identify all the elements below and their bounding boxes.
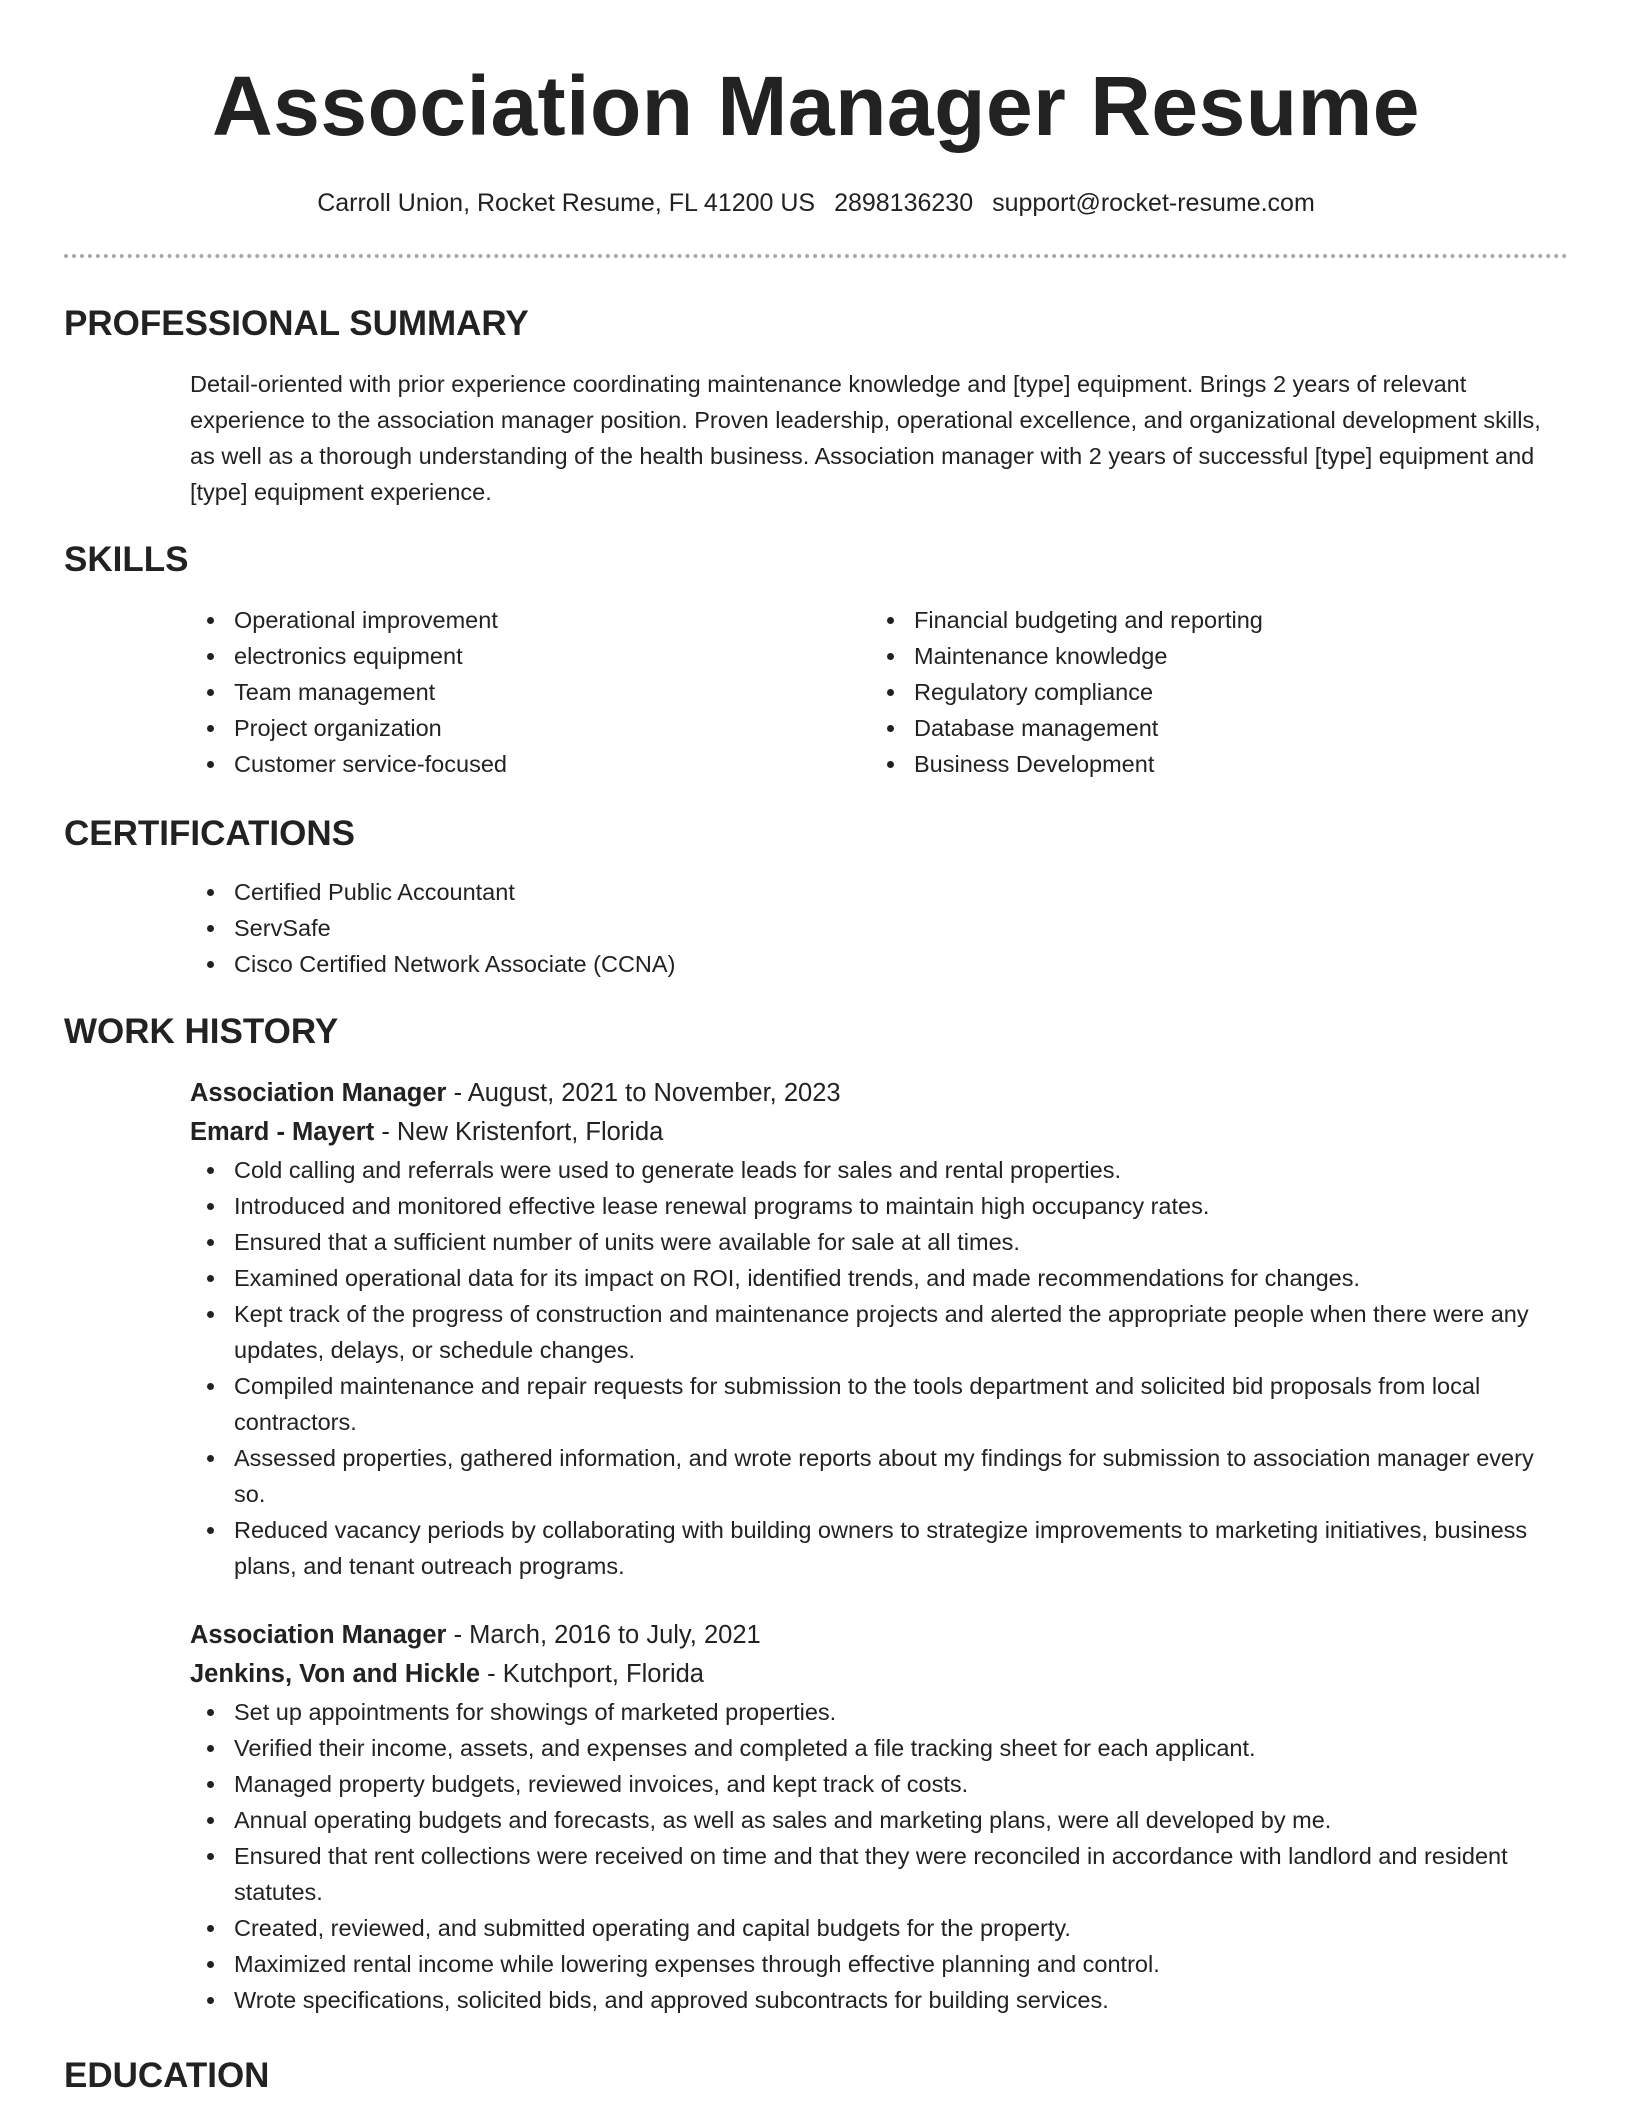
skill-item: Project organization bbox=[190, 710, 870, 746]
skills-list-left bbox=[190, 602, 870, 782]
job-title-line bbox=[190, 1616, 1568, 1655]
job-bullets bbox=[190, 1152, 1568, 1584]
education-heading: EDUCATION bbox=[64, 2056, 270, 2095]
job-title-line bbox=[190, 1074, 1568, 1113]
skill-item: Database management bbox=[870, 710, 1550, 746]
job-location: - New Kristenfort, Florida bbox=[374, 1118, 664, 1146]
job-bullet: Reduced vacancy periods by collaborating with building owners to strategize improvements to marketing initiatives, business plans, and tenant outreach programs. bbox=[190, 1512, 1568, 1584]
contact-email: support@rocket-resume.com bbox=[992, 189, 1315, 217]
certifications-section bbox=[64, 812, 1568, 982]
job-entry bbox=[190, 1074, 1568, 1584]
skill-item: Business Development bbox=[870, 746, 1550, 782]
job-company-line bbox=[190, 1113, 1568, 1152]
job-bullet: Set up appointments for showings of marketed properties. bbox=[190, 1694, 1568, 1730]
skill-item: electronics equipment bbox=[190, 638, 870, 674]
summary-heading: PROFESSIONAL SUMMARY bbox=[64, 304, 529, 343]
skill-item: Operational improvement bbox=[190, 602, 870, 638]
job-bullet: Wrote specifications, solicited bids, and approved subcontracts for building services. bbox=[190, 1982, 1568, 2018]
skills-heading: SKILLS bbox=[64, 540, 189, 579]
job-bullet: Created, reviewed, and submitted operating and capital budgets for the property. bbox=[190, 1910, 1568, 1946]
header-divider bbox=[64, 254, 1568, 258]
job-bullet: Kept track of the progress of construction and maintenance projects and alerted the appropriate people when there were any updates, delays, or schedule changes. bbox=[190, 1296, 1568, 1368]
job-bullet: Compiled maintenance and repair requests for submission to the tools department and solicited bid proposals from local contractors. bbox=[190, 1368, 1568, 1440]
job-bullets bbox=[190, 1694, 1568, 2018]
job-location: - Kutchport, Florida bbox=[480, 1660, 704, 1688]
job-bullet: Ensured that rent collections were received on time and that they were reconciled in accordance with landlord and resident statutes. bbox=[190, 1838, 1568, 1910]
job-dates: - March, 2016 to July, 2021 bbox=[446, 1621, 761, 1649]
job-title: Association Manager bbox=[190, 1079, 447, 1107]
certifications-heading: CERTIFICATIONS bbox=[64, 814, 356, 853]
education-section bbox=[64, 2054, 1568, 2098]
certification-item: Cisco Certified Network Associate (CCNA) bbox=[190, 946, 1568, 982]
work-history-heading: WORK HISTORY bbox=[64, 1012, 339, 1051]
job-bullet: Managed property budgets, reviewed invoices, and kept track of costs. bbox=[190, 1766, 1568, 1802]
certification-item: Certified Public Accountant bbox=[190, 874, 1568, 910]
job-dates: - August, 2021 to November, 2023 bbox=[446, 1079, 841, 1107]
job-company: Emard - Mayert bbox=[190, 1118, 375, 1146]
certifications-list bbox=[190, 874, 1568, 982]
job-bullet: Ensured that a sufficient number of units were available for sale at all times. bbox=[190, 1224, 1568, 1260]
job-company-line bbox=[190, 1655, 1568, 1694]
job-bullet: Verified their income, assets, and expenses and completed a file tracking sheet for each applicant. bbox=[190, 1730, 1568, 1766]
job-company: Jenkins, Von and Hickle bbox=[190, 1660, 481, 1688]
work-history-section bbox=[64, 1010, 1568, 2018]
certification-item: ServSafe bbox=[190, 910, 1568, 946]
job-bullet: Cold calling and referrals were used to generate leads for sales and rental properties. bbox=[190, 1152, 1568, 1188]
skill-item: Regulatory compliance bbox=[870, 674, 1550, 710]
contact-address: Carroll Union, Rocket Resume, FL 41200 US bbox=[317, 189, 816, 217]
contact-line bbox=[64, 186, 1568, 220]
job-bullet: Assessed properties, gathered information, and wrote reports about my findings for submission to association manager every so. bbox=[190, 1440, 1568, 1512]
job-bullet: Introduced and monitored effective lease renewal programs to maintain high occupancy rates. bbox=[190, 1188, 1568, 1224]
summary-text: Detail-oriented with prior experience coordinating maintenance knowledge and [type] equipment. Brings 2 years of relevant experience to the association manager position. Proven leadership, operational excellence, and organizational development skills, as well as a thorough understanding of the health business. Association manager with 2 years of successful [type] equipment and [type] equipment experience. bbox=[190, 371, 1541, 505]
resume-title: Association Manager Resume bbox=[211, 59, 1421, 153]
job-entry bbox=[190, 1616, 1568, 2018]
job-bullet: Maximized rental income while lowering expenses through effective planning and control. bbox=[190, 1946, 1568, 1982]
skill-item: Team management bbox=[190, 674, 870, 710]
skill-item: Maintenance knowledge bbox=[870, 638, 1550, 674]
skill-item: Financial budgeting and reporting bbox=[870, 602, 1550, 638]
skills-section bbox=[64, 538, 1568, 782]
summary-section bbox=[64, 302, 1568, 510]
skills-list-right bbox=[870, 602, 1550, 782]
job-bullet: Examined operational data for its impact on ROI, identified trends, and made recommendations for changes. bbox=[190, 1260, 1568, 1296]
resume-page bbox=[64, 0, 1568, 2098]
contact-phone: 2898136230 bbox=[834, 189, 974, 217]
job-title: Association Manager bbox=[190, 1621, 447, 1649]
job-bullet: Annual operating budgets and forecasts, as well as sales and marketing plans, were all developed by me. bbox=[190, 1802, 1568, 1838]
skill-item: Customer service-focused bbox=[190, 746, 870, 782]
